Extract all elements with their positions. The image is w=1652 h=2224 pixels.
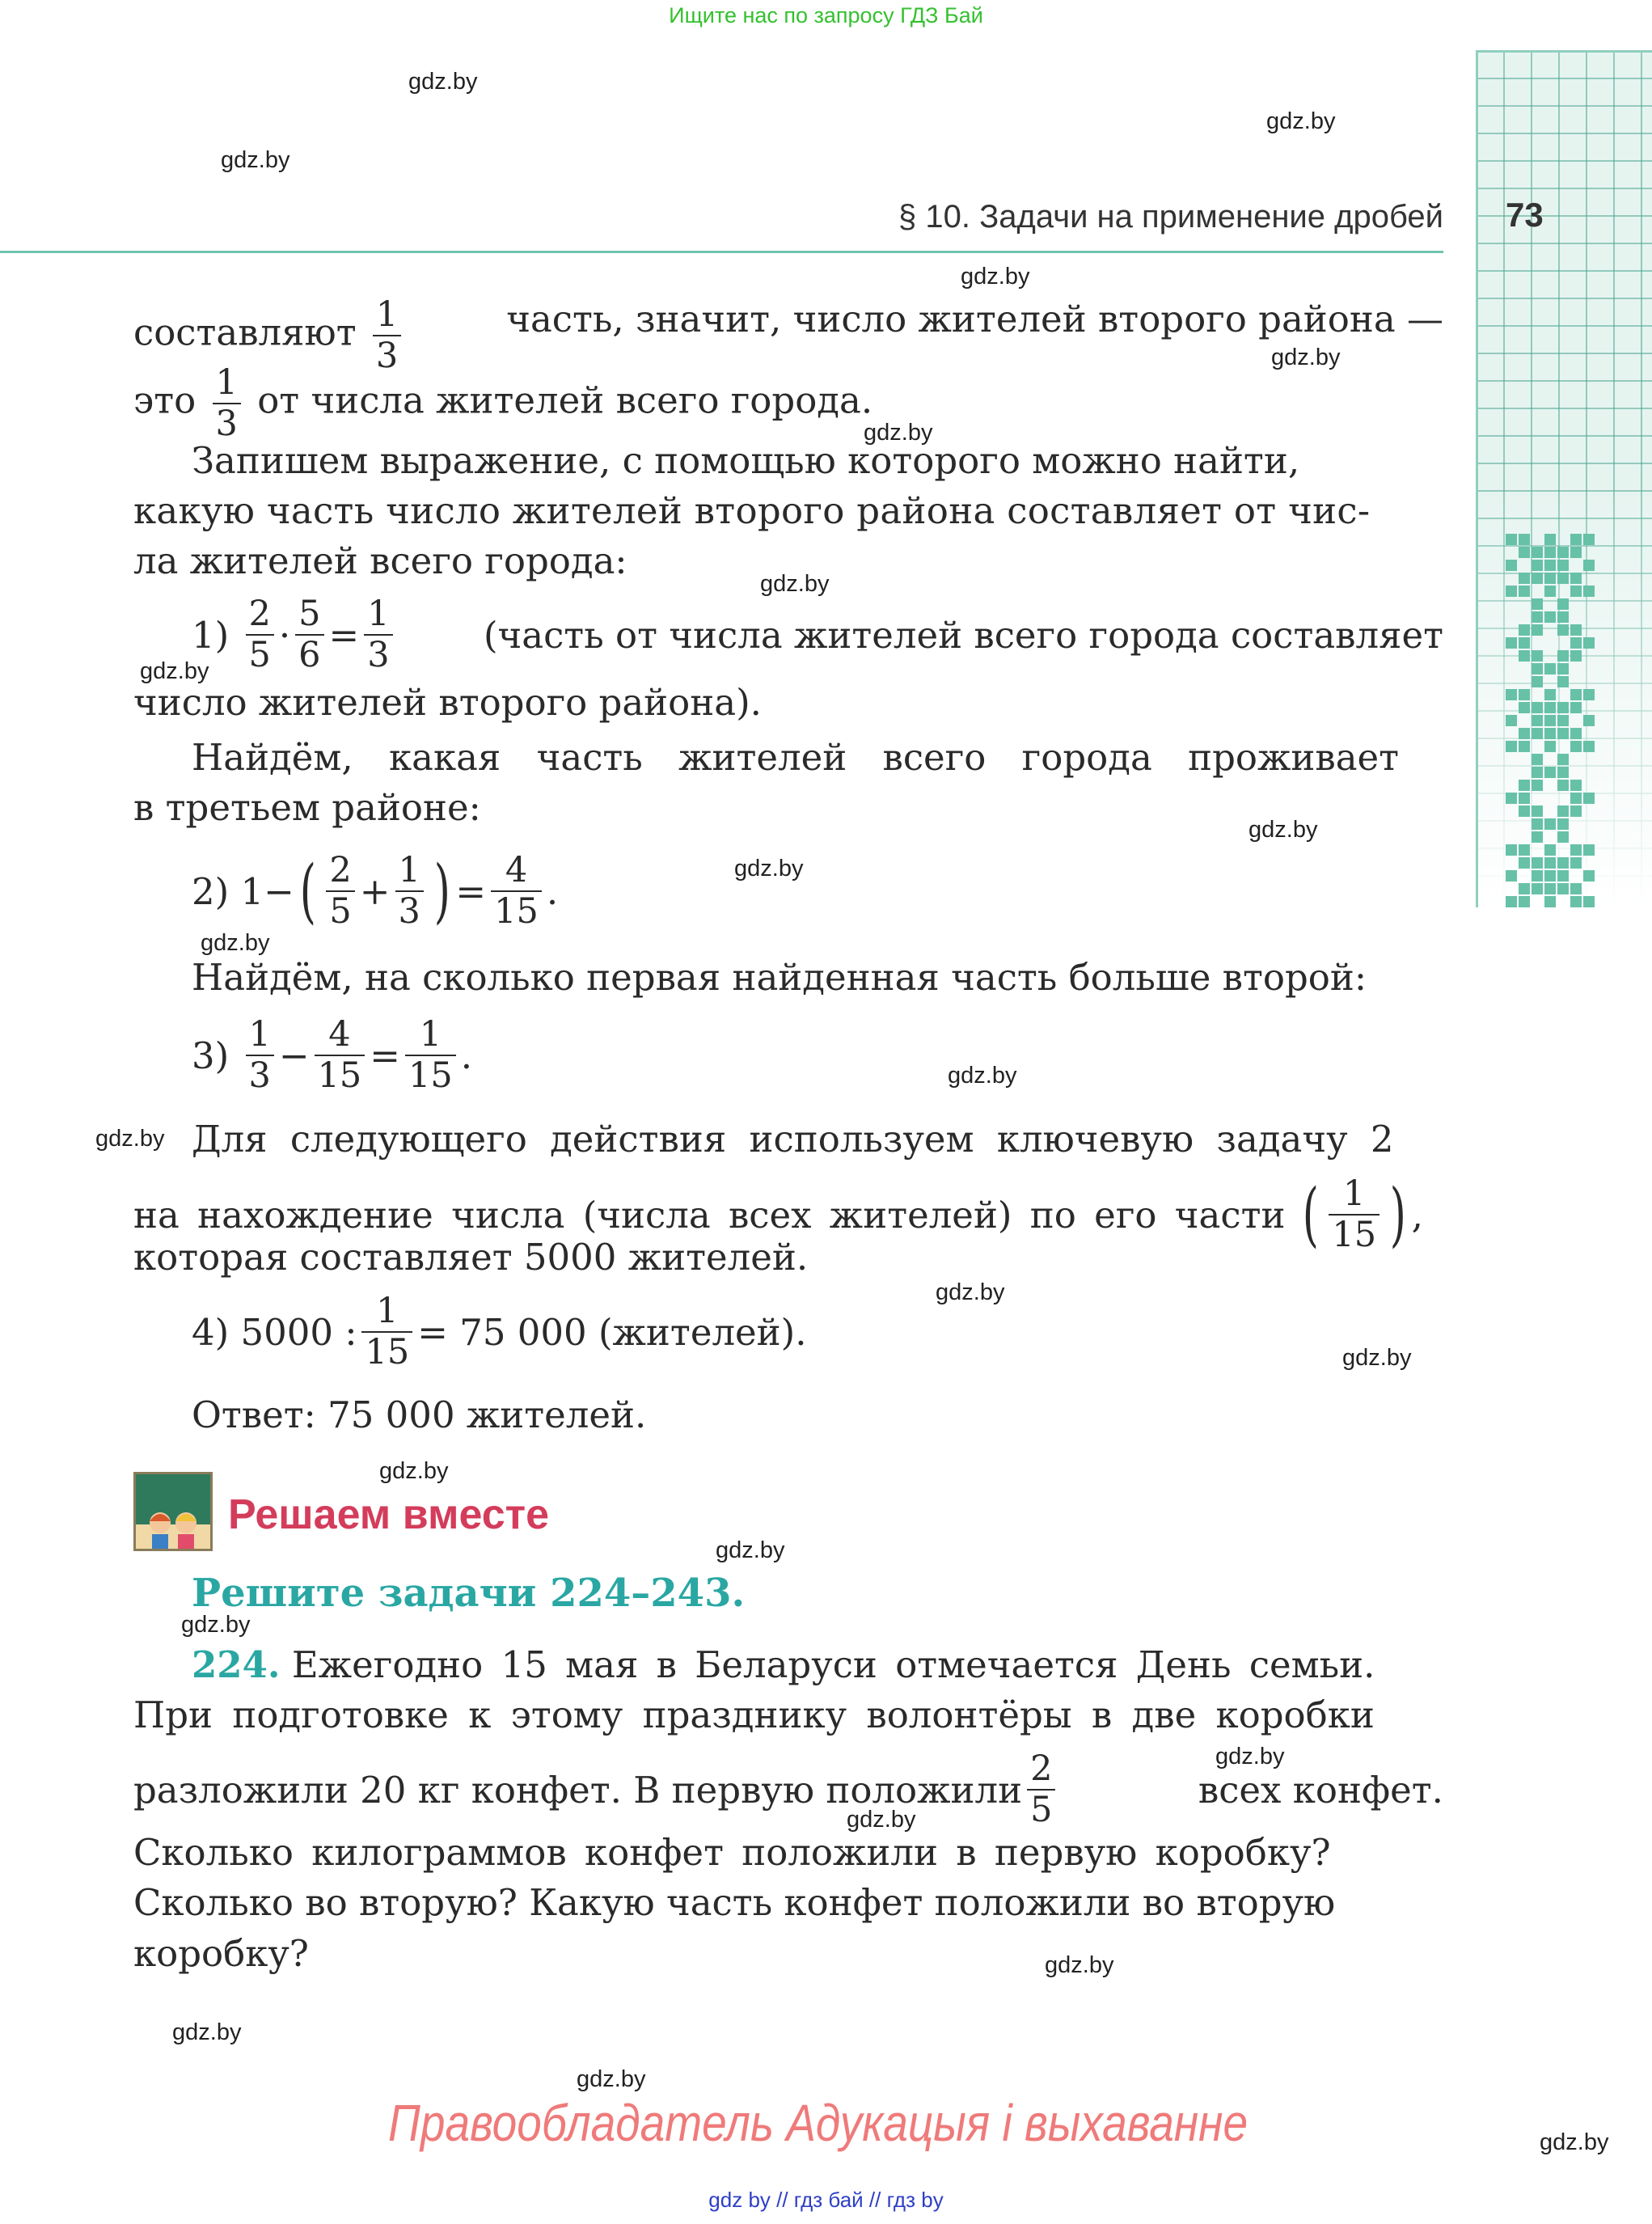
watermark: gdz.by — [760, 571, 830, 597]
classroom-icon — [133, 1472, 213, 1551]
ornament-cell — [1519, 857, 1530, 869]
ornament-cell — [1557, 598, 1569, 610]
ornament-cell — [1506, 715, 1517, 726]
ornament-cell — [1532, 676, 1543, 687]
ornament-cell — [1557, 715, 1569, 726]
ornament-cell — [1570, 883, 1582, 894]
section-title: § 10. Задачи на применение дробей — [898, 199, 1443, 235]
watermark: gdz.by — [201, 930, 270, 956]
ornament-cell — [1506, 870, 1517, 882]
ornament-cell — [1532, 624, 1543, 636]
paragraph-line: ла жителей всего города: — [133, 539, 627, 582]
ornament-cell — [1544, 883, 1556, 894]
watermark: gdz.by — [379, 1458, 449, 1484]
ornament-cell — [1532, 780, 1543, 791]
ornament-cell — [1532, 728, 1543, 739]
ornament-cell — [1532, 650, 1543, 662]
top-search-note[interactable]: Ищите нас по запросу ГДЗ Бай — [669, 3, 983, 27]
ornament-cell — [1544, 702, 1556, 713]
ornament-cell — [1532, 702, 1543, 713]
ornament-cell — [1506, 896, 1517, 907]
ornament-cell — [1532, 573, 1543, 584]
section-heading: Решаем вместе — [228, 1491, 550, 1538]
paragraph-line: коробку? — [133, 1932, 309, 1975]
ornament-cell — [1544, 560, 1556, 571]
ornament-cell — [1532, 767, 1543, 778]
ornament-cell — [1557, 650, 1569, 662]
watermark: gdz.by — [172, 2019, 242, 2045]
watermark: gdz.by — [716, 1537, 785, 1563]
ornament-cell — [1519, 728, 1530, 739]
copyright-notice: Правообладатель Адукацыя і выхаванне — [388, 2094, 1249, 2152]
ornament-cell — [1557, 702, 1569, 713]
tasks-subheading: Решите задачи 224–243. — [192, 1571, 746, 1616]
ornament-cell — [1557, 831, 1569, 843]
ornament-cell — [1544, 896, 1556, 907]
ornament-cell — [1570, 741, 1582, 752]
problem-224-line: 224. Ежегодно 15 мая в Беларуси отмечается День семьи. — [192, 1643, 1375, 1686]
ornament-cell — [1583, 637, 1595, 649]
ornament-cell — [1519, 534, 1530, 545]
paragraph-line: Запишем выражение, с помощью которого можно найти, — [192, 439, 1300, 482]
ornament-cell — [1557, 547, 1569, 558]
ornament-cell — [1570, 896, 1582, 907]
fraction: $\frac{1}{3}$ — [373, 298, 401, 374]
ornament-cell — [1532, 598, 1543, 610]
ornament-cell — [1532, 663, 1543, 674]
ornament-cell — [1557, 728, 1569, 739]
ornament-cell — [1532, 857, 1543, 869]
ornament-cell — [1519, 624, 1530, 636]
ornament-cell — [1519, 637, 1530, 649]
ornament-cell — [1544, 741, 1556, 752]
paragraph-line: При подготовке к этому празднику волонтёры в две коробки — [133, 1693, 1375, 1736]
ornament-cell — [1519, 650, 1530, 662]
ornament-cell — [1532, 805, 1543, 817]
watermark: gdz.by — [961, 264, 1030, 290]
ornament-cell — [1570, 586, 1582, 597]
ornament-cell — [1583, 870, 1595, 882]
ornament-cell — [1583, 844, 1595, 856]
paragraph-line: на нахождение числа (числа всех жителей) по его части ( $\frac{1}{15}$ ) , — [133, 1173, 1423, 1255]
paragraph-line: Найдём, какая часть жителей всего города проживает — [192, 736, 1400, 779]
step-2: 2) 1 − ( $\frac{2}{5}$ + $\frac{1}{3}$ ) = $\frac{4}{15}$ . — [192, 850, 559, 932]
ornament-cell — [1544, 857, 1556, 869]
ornament-cell — [1519, 793, 1530, 804]
ornament-cell — [1583, 715, 1595, 726]
step-3: 3) $\frac{1}{3}$ − $\frac{4}{15}$ = $\frac{1}{15}$ . — [192, 1014, 473, 1096]
ornament-cell — [1557, 870, 1569, 882]
watermark: gdz.by — [1540, 2129, 1609, 2155]
ornament-cell — [1557, 754, 1569, 765]
watermark: gdz.by — [864, 420, 933, 446]
ornament-cell — [1557, 805, 1569, 817]
paragraph-line: Найдём, на сколько первая найденная часть больше второй: — [192, 956, 1367, 999]
ornament-cell — [1583, 586, 1595, 597]
ornament-cell — [1519, 896, 1530, 907]
ornament-cell — [1570, 624, 1582, 636]
ornament-cell — [1544, 689, 1556, 700]
ornament-cell — [1570, 844, 1582, 856]
paragraph-line: Сколько во вторую? Какую часть конфет положили во вторую — [133, 1881, 1336, 1924]
watermark: gdz.by — [734, 856, 804, 882]
ornament-cell — [1544, 844, 1556, 856]
ornament-cell — [1506, 534, 1517, 545]
watermark: gdz.by — [577, 2066, 646, 2092]
ornament-cell — [1506, 637, 1517, 649]
ornament-cell — [1557, 857, 1569, 869]
ornament-cell — [1519, 573, 1530, 584]
ornament-cell — [1544, 573, 1556, 584]
ornament-cell — [1544, 663, 1556, 674]
watermark: gdz.by — [181, 1612, 251, 1638]
watermark: gdz.by — [408, 69, 478, 95]
ornament-cell — [1583, 896, 1595, 907]
ornament-cell — [1570, 637, 1582, 649]
ornament-cell — [1532, 870, 1543, 882]
ornament-cell — [1532, 831, 1543, 843]
ornament-cell — [1544, 611, 1556, 623]
paragraph-line: Для следующего действия используем ключевую задачу 2 — [192, 1118, 1394, 1161]
ornament-cell — [1557, 611, 1569, 623]
ornament-cell — [1557, 767, 1569, 778]
ornament-cell — [1544, 728, 1556, 739]
watermark: gdz.by — [221, 147, 290, 173]
ornament-cell — [1544, 547, 1556, 558]
paragraph-line: какую часть число жителей второго района составляет от чис- — [133, 489, 1371, 532]
ornament-cell — [1557, 883, 1569, 894]
watermark: gdz.by — [95, 1126, 165, 1152]
paragraph-line: которая составляет 5000 жителей. — [133, 1236, 809, 1279]
watermark: gdz.by — [140, 658, 209, 684]
paragraph-line: разложили 20 кг конфет. В первую положили $\frac{2}{5}$ всех конфет. — [133, 1748, 1443, 1830]
answer: Ответ: 75 000 жителей. — [192, 1393, 647, 1436]
ornament-cell — [1519, 586, 1530, 597]
ornament-cell — [1583, 689, 1595, 700]
watermark: gdz.by — [1249, 817, 1318, 843]
ornament-cell — [1583, 560, 1595, 571]
ornament-cell — [1570, 534, 1582, 545]
paragraph-line: Сколько килограммов конфет положили в первую коробку? — [133, 1831, 1331, 1874]
ornament-cell — [1519, 805, 1530, 817]
ornament-cell — [1544, 870, 1556, 882]
watermark: gdz.by — [1271, 345, 1341, 370]
ornament-cell — [1570, 728, 1582, 739]
watermark: gdz.by — [1266, 108, 1336, 134]
ornament-cell — [1570, 547, 1582, 558]
ornament-cell — [1532, 611, 1543, 623]
ornament-cell — [1506, 560, 1517, 571]
page-number: 73 — [1506, 196, 1544, 234]
ornament-cell — [1519, 780, 1530, 791]
ornament-cell — [1544, 715, 1556, 726]
ornament-cell — [1544, 767, 1556, 778]
ornament-cell — [1506, 844, 1517, 856]
ornament-cell — [1570, 689, 1582, 700]
paragraph-line: число жителей второго района). — [133, 681, 762, 724]
ornament-cell — [1570, 780, 1582, 791]
ornament-cell — [1506, 586, 1517, 597]
ornament-cell — [1583, 534, 1595, 545]
ornament-cell — [1557, 573, 1569, 584]
watermark: gdz.by — [1342, 1345, 1412, 1371]
step-1: 1) $\frac{2}{5}$ · $\frac{5}{6}$ = $\frac{1}{3}$ (часть от числа жителей всего города составляет — [192, 594, 1443, 675]
ornament-cell — [1544, 586, 1556, 597]
folk-ornament-icon — [1506, 534, 1603, 906]
ornament-cell — [1557, 818, 1569, 830]
ornament-cell — [1570, 702, 1582, 713]
ornament-cell — [1506, 793, 1517, 804]
ornament-cell — [1557, 560, 1569, 571]
ornament-cell — [1506, 741, 1517, 752]
fraction: $\frac{1}{3}$ — [213, 366, 241, 442]
ornament-cell — [1544, 534, 1556, 545]
ornament-cell — [1557, 676, 1569, 687]
ornament-cell — [1519, 689, 1530, 700]
watermark: gdz.by — [1215, 1744, 1285, 1769]
ornament-cell — [1532, 754, 1543, 765]
problem-number: 224. — [192, 1643, 281, 1686]
ornament-cell — [1570, 793, 1582, 804]
ornament-cell — [1519, 741, 1530, 752]
ornament-cell — [1532, 547, 1543, 558]
step-4: 4) 5000 : $\frac{1}{15}$ = 75 000 (жителей). — [192, 1291, 807, 1372]
ornament-cell — [1570, 573, 1582, 584]
ornament-cell — [1557, 663, 1569, 674]
ornament-cell — [1557, 624, 1569, 636]
footer-links[interactable]: gdz by // гдз бай // гдз by — [708, 2188, 944, 2212]
ornament-cell — [1519, 844, 1530, 856]
ornament-cell — [1570, 650, 1582, 662]
text-line: это $\frac{1}{3}$ от числа жителей всего города. — [133, 362, 873, 444]
watermark: gdz.by — [948, 1063, 1017, 1089]
ornament-cell — [1519, 702, 1530, 713]
ornament-cell — [1506, 689, 1517, 700]
ornament-cell — [1557, 780, 1569, 791]
header-divider — [0, 251, 1443, 253]
ornament-cell — [1570, 857, 1582, 869]
watermark: gdz.by — [1045, 1952, 1114, 1978]
ornament-cell — [1532, 883, 1543, 894]
ornament-cell — [1544, 818, 1556, 830]
ornament-cell — [1532, 818, 1543, 830]
ornament-cell — [1532, 715, 1543, 726]
paragraph-line: в третьем районе: — [133, 786, 481, 829]
ornament-cell — [1570, 805, 1582, 817]
ornament-cell — [1519, 883, 1530, 894]
watermark: gdz.by — [936, 1279, 1005, 1305]
ornament-cell — [1583, 793, 1595, 804]
ornament-cell — [1519, 547, 1530, 558]
watermark: gdz.by — [847, 1807, 916, 1833]
text-line: составляют $\frac{1}{3}$ часть, значит, число жителей второго района — — [133, 294, 1443, 376]
ornament-cell — [1532, 560, 1543, 571]
ornament-cell — [1583, 741, 1595, 752]
